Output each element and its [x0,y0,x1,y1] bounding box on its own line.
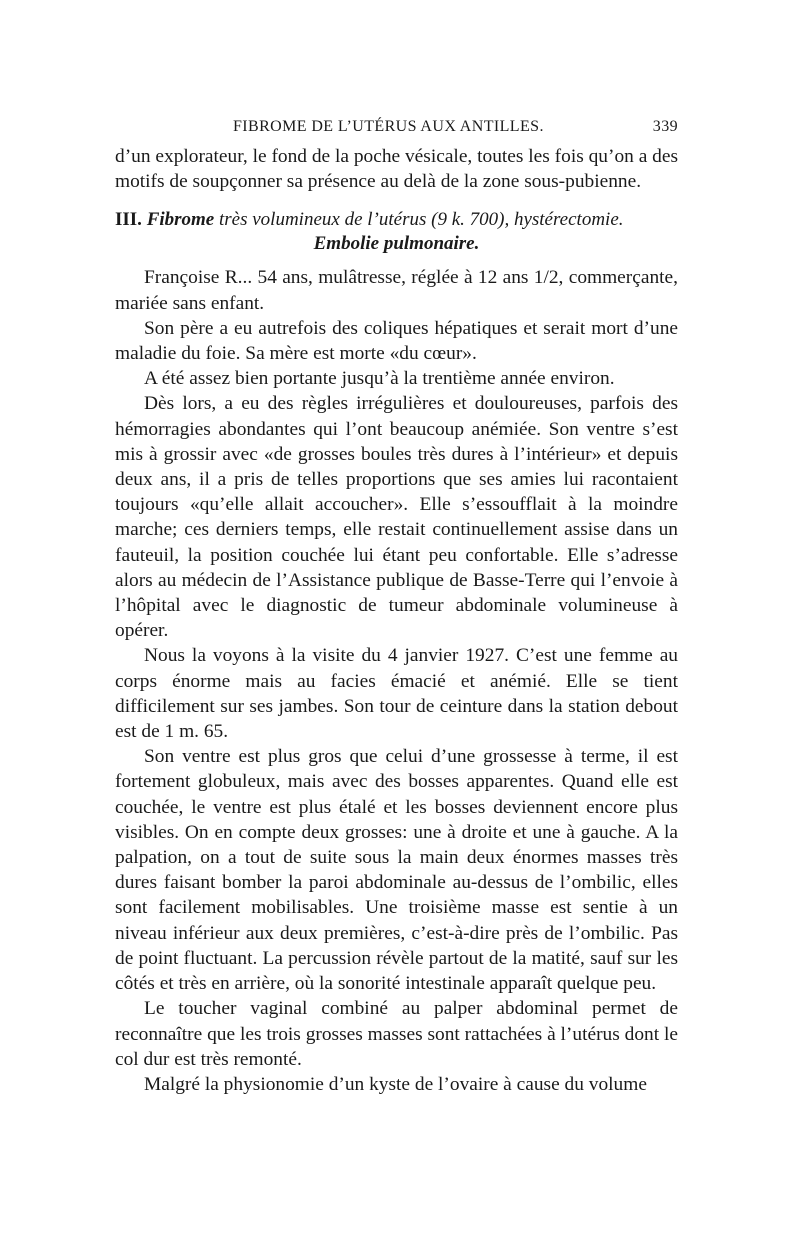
body-text [115,144,678,1097]
running-head [115,118,678,144]
paragraph-vaginal-exam: Le toucher vaginal combiné au palper abdominal permet de reconnaître que les trois grosses masses sont rattachées à l’utérus dont le col dur est très remonté. [115,998,678,1070]
section-heading-line [115,208,678,232]
section-subtitle: Embolie pulmonaire. [313,233,480,255]
section-title: très volumineux de l’utérus (9 k. 700), hystérectomie. [219,209,624,231]
page-number: 339 [652,118,678,135]
page [115,118,678,1097]
section-title-lead: Fibrome [146,209,215,231]
section-number: III. [115,209,142,231]
continuation-paragraph: d’un explorateur, le fond de la poche vésicale, toutes les fois qu’on a des motifs de soupçonner sa présence au delà de la zone sous-pubienne. [115,146,678,193]
paragraph-final: Malgré la physionomie d’un kyste de l’ovaire à cause du volume [144,1073,647,1095]
paragraph-examination: Son ventre est plus gros que celui d’une grossesse à terme, il est fortement globuleux, mais avec des bosses apparentes. Quand elle est couchée, le ventre est plus étalé et les bosses deviennent encore plus visibles. On en compte deux grosses: une à droite et une à gauche. A la palpation, on a tout de suite sous la main deux énormes masses très dures faisant bomber la paroi abdominale au-dessus de l’ombilic, elles sont facilement mobilisables. Une troisième masse est sentie à un niveau inférieur aux deux premières, c’est-à-dire près de l’ombilic. Pas de point fluctuant. La percussion révèle partout de la matité, sauf sur les côtés et très en arrière, où la sonorité intestinale apparaît quelque peu. [115,746,678,995]
paragraph-family-history: Son père a eu autrefois des coliques hépatiques et serait mort d’une maladie du foie. Sa mère est morte «du cœur». [115,317,678,365]
paragraph-health: A été assez bien portante jusqu’à la trentième année environ. [144,368,615,390]
paragraph-history: Dès lors, a eu des règles irrégulières et douloureuses, parfois des hémorragies abondantes qui l’ont beaucoup anémiée. Son ventre s’est mis à grossir avec «de grosses boules très dures à l’intérieur» et depuis deux ans, il a pris de telles proportions que ses amies lui racontaient toujours «qu’elle allait accoucher». Elle s’essoufflait à la moindre marche; ces derniers temps, elle restait continuellement assise dans un fauteuil, la position couchée lui étant peu confortable. Elle s’adresse alors au médecin de l’Assistance publique de Basse-Terre qui l’envoie à l’hôpital avec le diagnostic de tumeur abdominale volumineuse à opérer. [115,393,678,642]
running-title: FIBROME DE L’UTÉRUS AUX ANTILLES. [233,118,544,135]
paragraph-patient: Françoise R... 54 ans, mulâtresse, réglée à 12 ans 1/2, commerçante, mariée sans enfant. [115,267,678,314]
paragraph-visit: Nous la voyons à la visite du 4 janvier 1927. C’est une femme au corps énorme mais au facies émacié et anémié. Elle se tient difficilement sur ses jambes. Son tour de ceinture dans la station debout est de 1 m. 65. [115,645,678,743]
section-heading [115,208,678,256]
